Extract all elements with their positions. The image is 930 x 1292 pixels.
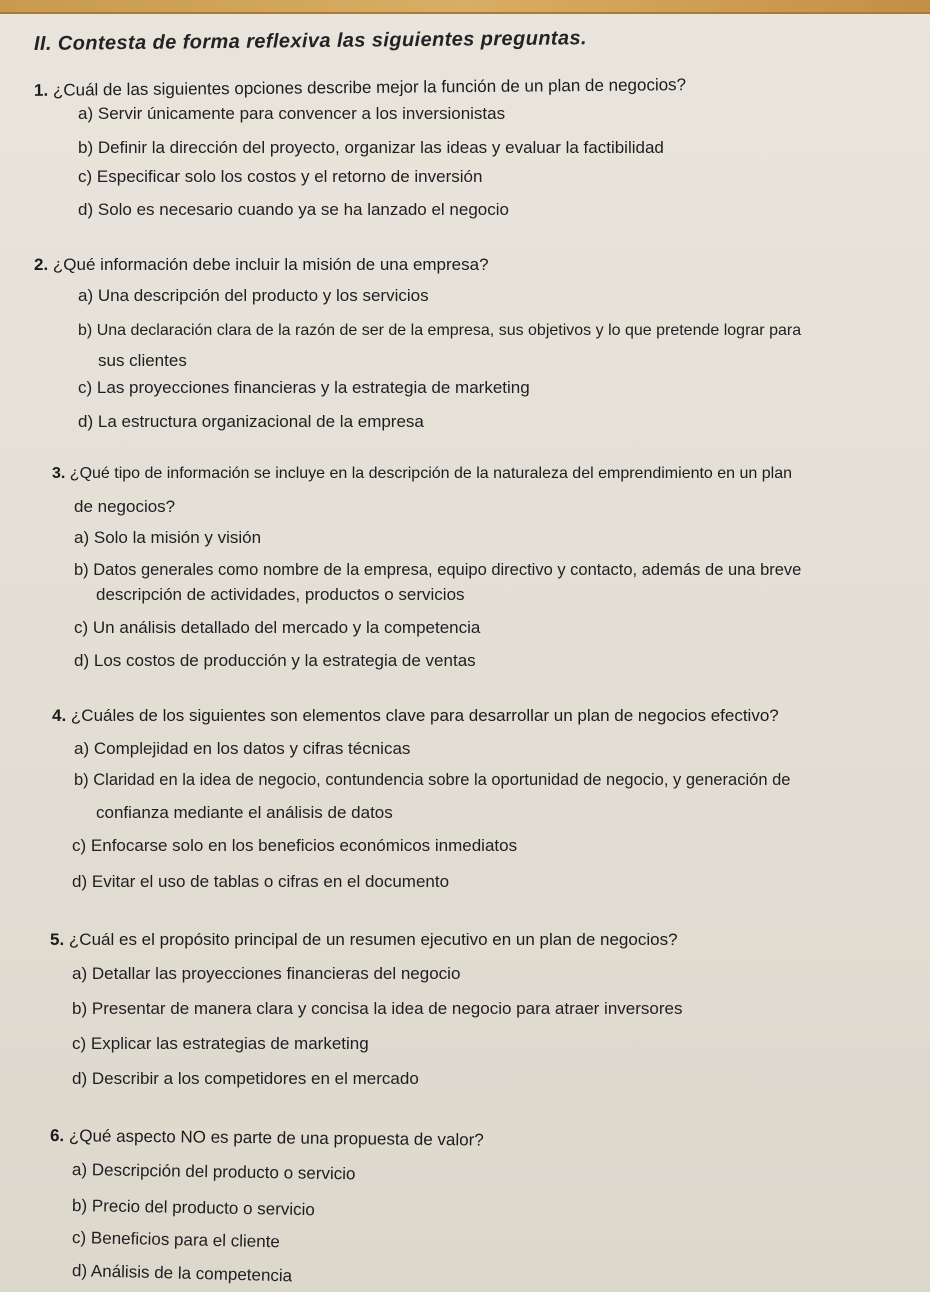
option-letter: a) [72, 964, 88, 983]
option-letter: c) [71, 1228, 87, 1248]
question-3-option-b-continued: descripción de actividades, productos o servicios [96, 585, 465, 604]
question-5-option-d[interactable] [72, 1069, 419, 1089]
question-4-option-a[interactable] [74, 739, 410, 759]
option-text: Complejidad en los datos y cifras técnicas [93, 739, 411, 758]
option-text: Los costos de producción y la estrategia de ventas [93, 651, 476, 670]
option-text: Beneficios para el cliente [90, 1228, 281, 1252]
option-letter: b) [72, 999, 88, 1018]
question-3-option-d[interactable] [74, 651, 476, 671]
option-text: Una declaración clara de la razón de ser de la empresa, sus objetivos y lo que pretende lograr para [96, 322, 802, 339]
option-letter: a) [78, 104, 94, 123]
option-letter: c) [78, 378, 93, 397]
option-letter: a) [71, 1160, 88, 1180]
option-letter: a) [78, 286, 94, 305]
question-number: 3. [52, 465, 66, 482]
option-letter: d) [78, 412, 94, 431]
question-3-option-a[interactable] [74, 528, 261, 548]
section-title: II. Contesta de forma reflexiva las siguientes preguntas. [33, 27, 588, 55]
question-prompt: ¿Qué aspecto NO es parte de una propuesta de valor? [68, 1126, 484, 1150]
question-5-option-c[interactable] [72, 1034, 369, 1054]
option-letter: d) [72, 1069, 88, 1088]
option-text: Datos generales como nombre de la empresa, equipo directivo y contacto, además de una breve [93, 561, 802, 579]
question-4-text [52, 706, 779, 726]
question-3-option-c[interactable] [74, 618, 480, 638]
option-text: Detallar las proyecciones financieras del negocio [91, 964, 461, 983]
option-text: Un análisis detallado del mercado y la competencia [92, 618, 481, 637]
option-text: Evitar el uso de tablas o cifras en el documento [91, 872, 450, 891]
question-4-option-b-continued: confianza mediante el análisis de datos [96, 803, 393, 822]
question-5-option-b[interactable] [72, 999, 682, 1019]
option-letter: b) [78, 322, 93, 339]
option-letter: b) [71, 1196, 88, 1216]
question-1-option-d[interactable] [78, 200, 509, 220]
question-4-option-c[interactable] [72, 836, 517, 856]
question-2-option-d[interactable] [78, 412, 424, 432]
option-letter: c) [74, 618, 89, 637]
option-text: Solo la misión y visión [93, 528, 262, 547]
option-letter: b) [78, 138, 94, 157]
option-text: Claridad en la idea de negocio, contundencia sobre la oportunidad de negocio, y generación de [93, 771, 791, 789]
question-1-option-a[interactable] [78, 104, 505, 124]
option-text: Una descripción del producto y los servicios [97, 286, 429, 305]
question-2-option-b[interactable] [78, 322, 801, 340]
option-text: Enfocarse solo en los beneficios económicos inmediatos [90, 836, 518, 855]
question-1-option-c[interactable] [78, 167, 482, 187]
option-text: Explicar las estrategias de marketing [90, 1034, 369, 1053]
option-letter: d) [78, 200, 94, 219]
option-text: Precio del producto o servicio [91, 1196, 316, 1220]
question-3-option-b[interactable] [74, 561, 801, 580]
question-number: 1. [33, 80, 49, 100]
option-letter: d) [71, 1261, 88, 1281]
option-letter: b) [74, 561, 89, 579]
question-number: 5. [50, 930, 65, 949]
question-6-option-b[interactable] [72, 1196, 315, 1220]
option-letter: b) [74, 771, 89, 789]
question-prompt: ¿Cuáles de los siguientes son elementos clave para desarrollar un plan de negocios efectivo? [70, 706, 779, 725]
option-text: Análisis de la competencia [90, 1261, 293, 1286]
question-6-option-d[interactable] [72, 1261, 293, 1286]
question-prompt: ¿Cuál es el propósito principal de un resumen ejecutivo en un plan de negocios? [68, 930, 678, 949]
question-2-option-b-continued: sus clientes [98, 351, 187, 370]
question-5-option-a[interactable] [72, 964, 460, 984]
option-letter: c) [78, 167, 93, 186]
question-5-text [50, 930, 678, 950]
question-3-text-continued: de negocios? [74, 497, 176, 516]
option-text: Presentar de manera clara y concisa la idea de negocio para atraer inversores [91, 999, 683, 1018]
option-letter: d) [74, 651, 90, 670]
option-text: Descripción del producto o servicio [91, 1160, 356, 1184]
question-prompt: ¿Qué tipo de información se incluye en la descripción de la naturaleza del emprendimiento en un plan [69, 465, 793, 482]
option-letter: a) [74, 739, 90, 758]
option-letter: c) [72, 1034, 87, 1053]
option-letter: d) [72, 872, 88, 891]
option-text: Describir a los competidores en el mercado [91, 1069, 419, 1088]
question-number: 6. [49, 1126, 65, 1146]
question-number: 2. [34, 255, 49, 274]
question-1-text [34, 75, 686, 101]
option-text: Especificar solo los costos y el retorno de inversión [96, 167, 483, 186]
question-6-option-c[interactable] [72, 1228, 280, 1252]
option-letter: c) [72, 836, 87, 855]
option-text: Las proyecciones financieras y la estrategia de marketing [96, 378, 530, 397]
question-prompt: ¿Qué información debe incluir la misión de una empresa? [52, 255, 489, 274]
question-3-text [52, 465, 792, 483]
question-2-option-a[interactable] [78, 286, 429, 306]
option-text: Servir únicamente para convencer a los inversionistas [97, 104, 506, 123]
question-2-option-c[interactable] [78, 378, 530, 398]
question-1-option-b[interactable] [78, 138, 664, 158]
question-2-text [34, 255, 489, 275]
question-4-option-b[interactable] [74, 771, 790, 790]
question-6-option-a[interactable] [72, 1160, 356, 1184]
page-top-band [0, 0, 930, 14]
option-text: Solo es necesario cuando ya se ha lanzado el negocio [97, 200, 509, 219]
question-4-option-d[interactable] [72, 872, 449, 892]
option-text: La estructura organizacional de la empresa [97, 412, 424, 431]
question-6-text [50, 1126, 484, 1151]
option-letter: a) [74, 528, 90, 547]
question-prompt: ¿Cuál de las siguientes opciones describe mejor la función de un plan de negocios? [52, 75, 687, 100]
option-text: Definir la dirección del proyecto, organizar las ideas y evaluar la factibilidad [97, 138, 664, 157]
question-number: 4. [52, 706, 67, 725]
